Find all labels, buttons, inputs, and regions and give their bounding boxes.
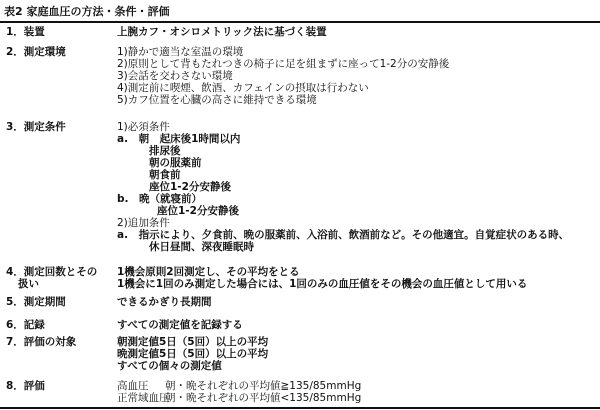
table-caption: 表2 家庭血圧の方法・条件・評価 bbox=[4, 5, 170, 18]
content-line: 1機会原則2回測定し、その平均をとる bbox=[117, 266, 300, 278]
content-line: 1機会に1回のみ測定した場合には、1回のみの血圧値をその機会の血圧値として用いる bbox=[117, 278, 528, 290]
section-content bbox=[117, 26, 327, 38]
content-line: a. 朝 起床後1時間以内 bbox=[117, 133, 241, 145]
content-line: 2)追加条件 bbox=[117, 217, 170, 229]
section-content bbox=[117, 266, 527, 290]
section-content bbox=[117, 380, 361, 404]
content-line: 朝食前 bbox=[149, 169, 181, 181]
section-label bbox=[6, 266, 97, 290]
content-line: 休日昼間、深夜睡眠時 bbox=[149, 241, 254, 253]
content-line: 1)静かで適当な室温の環境 bbox=[117, 46, 244, 58]
content-line: 座位1-2分安静後 bbox=[157, 205, 239, 217]
top-rule bbox=[0, 21, 600, 23]
content-line: 1)必須条件 bbox=[117, 121, 170, 133]
section-label-line: 扱い bbox=[18, 278, 39, 290]
content-line: 3)会話を交わさない環境 bbox=[117, 70, 233, 82]
section-label: 2．測定環境 bbox=[6, 46, 66, 58]
content-line: 排尿後 bbox=[149, 145, 181, 157]
evaluation-row bbox=[117, 380, 361, 392]
section-label: 1．装置 bbox=[6, 26, 45, 38]
content-line: 座位1-2分安静後 bbox=[149, 181, 231, 193]
content-line: b. 晩（就寝前） bbox=[117, 193, 203, 205]
section-label-line: 4．測定回数とその bbox=[6, 266, 98, 278]
section-content bbox=[117, 296, 212, 308]
content-line: すべての個々の測定値 bbox=[117, 360, 222, 372]
content-line: できるかぎり長期間 bbox=[117, 296, 212, 308]
evaluation-value: 朝・晩それぞれの平均値<135/85mmHg bbox=[165, 392, 362, 404]
content-line: 朝の服薬前 bbox=[149, 157, 202, 169]
content-line: 5)カフ位置を心臓の高さに維持できる環境 bbox=[117, 94, 317, 106]
evaluation-term: 高血圧 bbox=[117, 380, 149, 392]
section-label: 8．評価 bbox=[6, 380, 45, 392]
evaluation-value: 朝・晩それぞれの平均値≧135/85mmHg bbox=[165, 380, 362, 392]
content-line: 朝測定値5日（5回）以上の平均 bbox=[117, 336, 269, 348]
section-label: 7．評価の対象 bbox=[6, 336, 77, 348]
section-label: 3．測定条件 bbox=[6, 121, 66, 133]
section-content bbox=[117, 46, 449, 106]
section-content bbox=[117, 121, 569, 253]
content-line: 上腕カフ・オシロメトリック法に基づく装置 bbox=[117, 26, 327, 38]
section-label: 5．測定期間 bbox=[6, 296, 66, 308]
evaluation-term: 正常域血圧 bbox=[117, 392, 170, 404]
evaluation-row bbox=[117, 392, 361, 404]
content-line: a. 指示により、夕食前、晩の服薬前、入浴前、飲酒前など。その他適宜。自覚症状のある時、 bbox=[117, 229, 570, 241]
content-line: 晩測定値5日（5回）以上の平均 bbox=[117, 348, 269, 360]
content-line: すべての測定値を記録する bbox=[117, 319, 243, 331]
content-line: 2)原則として背もたれつきの椅子に足を組まずに座って1-2分の安静後 bbox=[117, 58, 450, 70]
section-content bbox=[117, 336, 268, 372]
bottom-rule bbox=[0, 407, 600, 409]
section-label: 6．記録 bbox=[6, 319, 45, 331]
content-line: 4)測定前に喫煙、飲酒、カフェインの摂取は行わない bbox=[117, 82, 369, 94]
section-content bbox=[117, 319, 243, 331]
